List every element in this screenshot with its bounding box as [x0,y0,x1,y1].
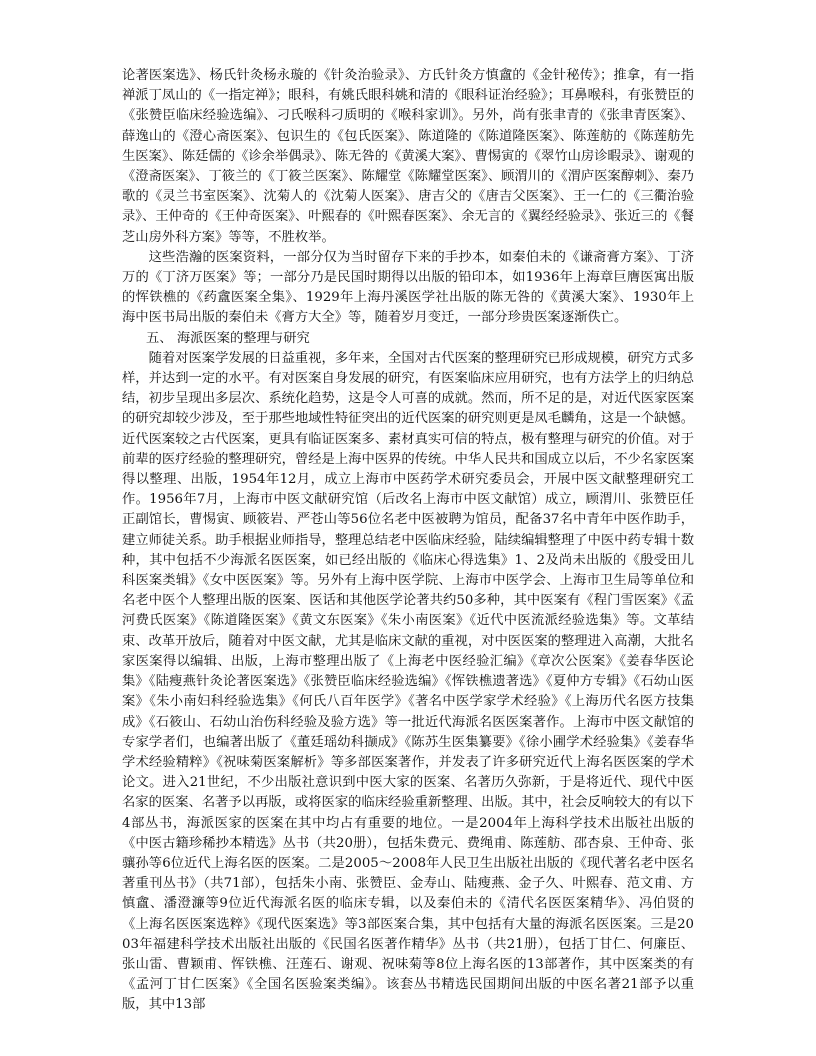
paragraph-case-research: 随着对医案学发展的日益重视，多年来，全国对古代医案的整理研究已形成规模，研究方式多样，并达到一定的水平。有对医案自身发展的研究，有医案临床应用研究，也有方法学上的归纳总结，初步呈现出多层次、系统化趋势，这是令人可喜的成就。然而，所不足的是，对近代医家医案的研究却较少涉及，至于那些地域性特征突出的近代医案的研究则更是凤毛麟角，这是一个缺憾。近代医案较之古代医案，更具有临证医案多、素材真实可信的特点，极有整理与研究的价值。对于前辈的医疗经验的整理研究，曾经是上海中医界的传统。中华人民共和国成立以后，不少名家医案得以整理、出版，1954年12月，成立上海市中医药学术研究委员会，开展中医文献整理研究工作。1956年7月，上海市中医文献研究馆（后改名上海市中医文献馆）成立，顾渭川、张赞臣任正副馆长，曹惕寅、顾筱岩、严苍山等56位名老中医被聘为馆员，配备37名中青年中医作助手，建立师徒关系。助手根据业师指导，整理总结老中医临床经验，陆续编辑整理了中医中药专辑十数种，其中包括不少海派名医医案，如已经出版的《临床心得选集》1、2及尚未出版的《殷受田儿科医案类辑》《女中医医案》等。另外有上海中医学院、上海市中医学会、上海市卫生局等单位和名老中医个人整理出版的医案、医话和其他医学论著共约50多种，其中医案有《程门雪医案》《孟河费氏医案》《陈道隆医案》《黄文东医案》《朱小南医案》《近代中医流派经验选集》等。文革结束、改革开放后，随着对中医文献，尤其是临床文献的重视，对中医医案的整理进入高潮，大批名家医案得以编辑、出版，上海市整理出版了《上海老中医经验汇编》《章次公医案》《姜春华医论集》《陆瘦燕针灸论著医案选》《张赞臣临床经验选编》《恽铁樵遗著选》《夏仲方专辑》《石幼山医案》《朱小南妇科经验选集》《何氏八百年医学》《著名中医学家学术经验》《上海历代名医方技集成》《石筱山、石幼山治伤科经验及验方选》等一批近代海派名医医案著作。上海市中医文献馆的专家学者们，也编著出版了《董廷瑶幼科撷成》《陈苏生医集纂要》《徐小圃学术经验集》《姜春华学术经验精粹》《祝味菊医案解析》等多部医案著作，并发表了许多研究近代上海名医医案的学术论文。进入21世纪，不少出版社意识到中医大家的医案、名著历久弥新，于是将近代、现代中医名家的医案、名著予以再版，或将医家的临床经验重新整理、出版。其中，社会反响较大的有以下4部丛书，海派医家的医案在其中均占有重要的地位。一是2004年上海科学技术出版社出版的《中医古籍珍稀抄本精选》丛书（共20册），包括朱费元、费绳甫、陈莲舫、邵杏泉、王仲奇、张骧孙等6位近代上海名医的医案。二是2005～2008年人民卫生出版社出版的《现代著名老中医名著重刊丛书》（共71部），包括朱小南、张赞臣、金寿山、陆瘦燕、金子久、叶熙春、范文甫、方慎盦、潘澄濂等9位近代海派名医的临床专辑，以及秦伯未的《清代名医医案精华》、冯伯贤的《上海名医医案选粹》《现代医案选》等3部医案合集，其中包括有大量的海派名医医案。三是2003年福建科学技术出版社出版的《民国名医著作精华》丛书（共21册），包括丁甘仁、何廉臣、张山雷、曹颖甫、恽铁樵、汪莲石、谢观、祝味菊等8位上海名医的13部著作，其中医案类的有《孟河丁甘仁医案》《全国名医验案类编》。该套丛书精选民国期间出版的中医名著21部予以重版，其中13部 [122,350,694,1013]
paragraph-case-sources: 这些浩瀚的医案资料，一部分仅为当时留存下来的手抄本，如秦伯未的《谦斋膏方案》、丁济万的《丁济万医案》等；一部分乃是民国时期得以出版的铅印本，如1936年上海章巨膺医寓出版的恽铁樵的《药盦医案全集》、1929年上海丹溪医学社出版的陈无咎的《黄溪大案》、1930年上海中医书局出版的秦伯未《膏方大全》等，随着岁月变迁，一部分珍贵医案逐渐佚亡。 [122,249,694,326]
section-heading: 五、 海派医案的整理与研究 [146,330,310,346]
text-column [122,66,694,1016]
paragraph-specialty-cases: 论著医案选》、杨氏针灸杨永璇的《针灸治验录》、方氏针灸方慎盦的《金针秘传》；推拿，有一指禅派丁凤山的《一指定禅》；眼科，有姚氏眼科姚和清的《眼科证治经验》；耳鼻喉科，有张赞臣的《张赞臣临床经验选编》、刁氏喉科刁质明的《喉科家训》。另外，尚有张聿青的《张聿青医案》、薛逸山的《澄心斋医案》、包识生的《包氏医案》、陈道隆的《陈道隆医案》、陈莲舫的《陈莲舫先生医案》、陈廷儒的《诊余举偶录》、陈无咎的《黄溪大案》、曹惕寅的《翠竹山房诊暇录》、谢观的《澄斋医案》、丁筱兰的《丁筱兰医案》、陈耀堂《陈耀堂医案》、顾渭川的《渭庐医案醇刺》、秦乃歌的《灵兰书室医案》、沈菊人的《沈菊人医案》、唐吉父的《唐吉父医案》、王一仁的《三衢治验录》、王仲奇的《王仲奇医案》、叶熙春的《叶熙春医案》、余无言的《翼经经验录》、张近三的《餐芝山房外科方案》等等，不胜枚举。 [122,68,694,245]
